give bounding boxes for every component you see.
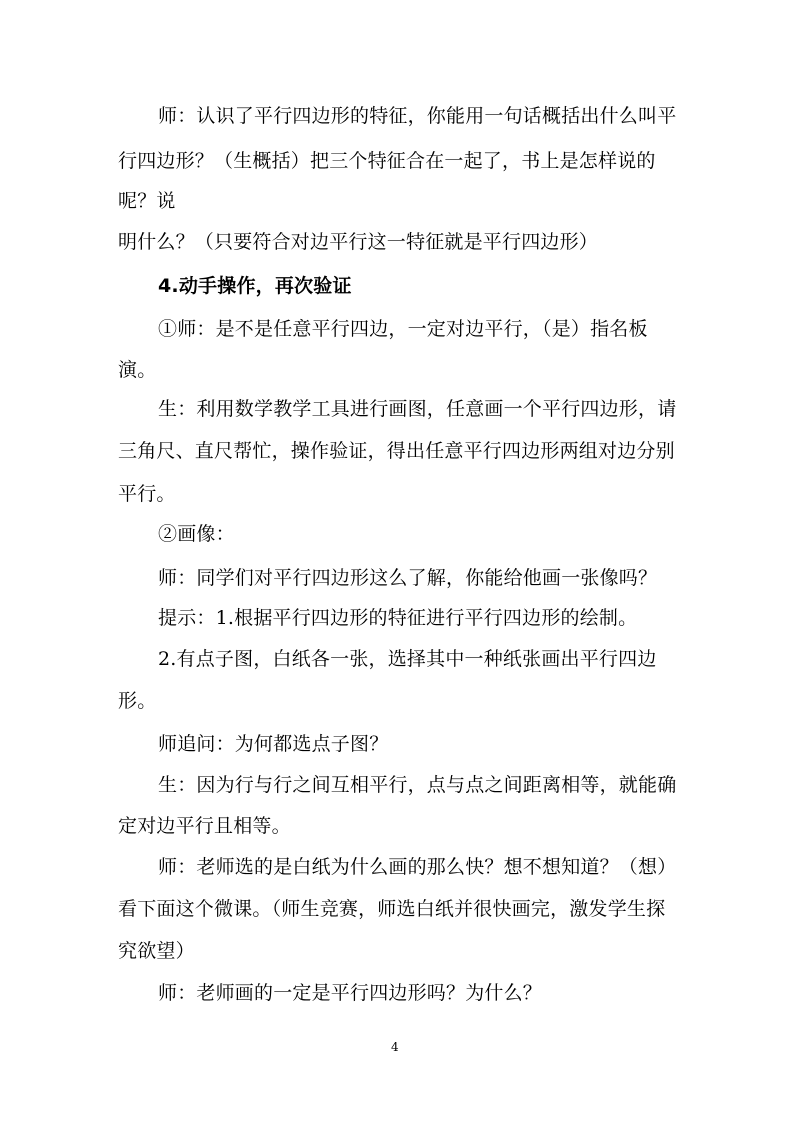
page-number: 4	[391, 1040, 399, 1054]
paragraph-line: 师：认识了平行四边形的特征，你能用一句话概括出什么叫平	[158, 105, 677, 127]
paragraph-line: 呢？说	[118, 190, 176, 212]
paragraph-line: ①师：是不是任意平行四边，一定对边平行，（是）指名板	[158, 318, 648, 340]
paragraph-line: ②画像：	[158, 523, 235, 545]
section-heading: 4.动手操作，再次验证	[158, 275, 352, 297]
paragraph-line: 究欲望）	[118, 940, 195, 962]
paragraph-line: 三角尺、直尺帮忙，操作验证，得出任意平行四边形两组对边分别	[118, 440, 675, 462]
paragraph-line: 师追问：为何都选点子图？	[158, 733, 389, 755]
paragraph-line: 2.有点子图，白纸各一张，选择其中一种纸张画出平行四边	[158, 648, 657, 670]
paragraph-line: 生：利用数学教学工具进行画图，任意画一个平行四边形，请	[158, 398, 677, 420]
paragraph-line: 形。	[118, 690, 157, 712]
paragraph-line: 看下面这个微课。（师生竞赛，师选白纸并很快画完，激发学生探	[118, 898, 666, 920]
paragraph-line: 提示：1.根据平行四边形的特征进行平行四边形的绘制。	[158, 607, 638, 629]
paragraph-line: 明什么？（只要符合对边平行这一特征就是平行四边形）	[118, 231, 599, 253]
paragraph-line: 师：老师画的一定是平行四边形吗？为什么？	[158, 982, 543, 1004]
paragraph-line: 平行。	[118, 483, 176, 505]
paragraph-line: 生：因为行与行之间互相平行，点与点之间距离相等，就能确	[158, 774, 677, 796]
paragraph-line: 师：老师选的是白纸为什么画的那么快？想不想知道？（想）	[158, 856, 677, 878]
paragraph-line: 演。	[118, 359, 157, 381]
paragraph-line: 行四边形？（生概括）把三个特征合在一起了，书上是怎样说的	[118, 150, 656, 172]
paragraph-line: 师：同学们对平行四边形这么了解，你能给他画一张像吗？	[158, 567, 658, 589]
paragraph-line: 定对边平行且相等。	[118, 815, 291, 837]
